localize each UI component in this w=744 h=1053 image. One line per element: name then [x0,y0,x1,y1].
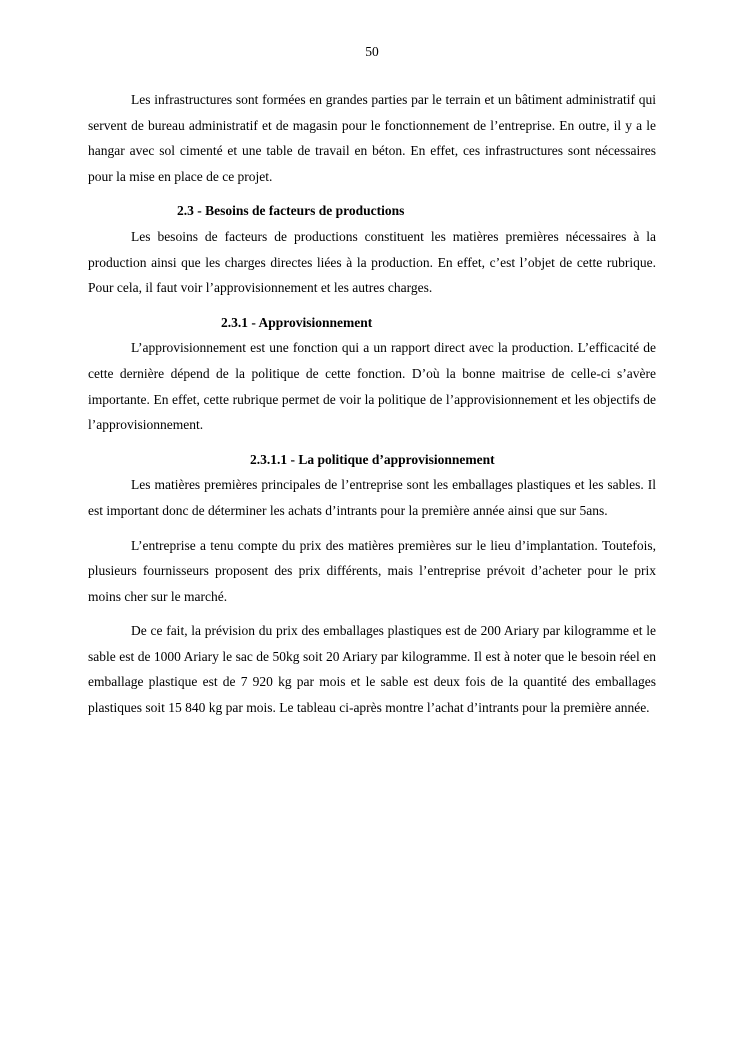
paragraph-infrastructures: Les infrastructures sont formées en grandes parties par le terrain et un bâtiment administratif qui servent de bureau administratif et de magasin pour le fonctionnement de l’entreprise. En outre, il y a le hangar avec sol cimenté et une table de travail en béton. En effet, ces infrastructures sont nécessaires pour la mise en place de ce projet. [88,92,656,184]
paragraph-matieres: Les matières premières principales de l’entreprise sont les emballages plastiques et les sables. Il est important donc de déterminer les achats d’intrants pour la première année ainsi que sur 5ans. [88,477,656,518]
paragraph-prix: L’entreprise a tenu compte du prix des matières premières sur le lieu d’implantation. Toutefois, plusieurs fournisseurs proposent des prix différents, mais l’entreprise prévoit d’acheter pour le prix moins cher sur le marché. [88,537,656,604]
heading-2-3: 2.3 - Besoins de facteurs de productions [177,203,405,219]
paragraph-prevision: De ce fait, la prévision du prix des emballages plastiques est de 200 Ariary par kilogramme et le sable est de 1000 Ariary le sac de 50kg soit 20 Ariary par kilogramme. Il est à noter que le besoin réel en emballage plastique est de 7 920 kg par mois et le sable est deux fois de la quantité des emballages plastiques soit 15 840 kg par mois. Le tableau ci-après montre l’achat d’intrants pour la première année. [88,623,656,716]
paragraph-approvisionnement: L’approvisionnement est une fonction qui a un rapport direct avec la production. L’efficacité de cette dernière dépend de la politique de cette fonction. D’où la bonne maitrise de celle-ci s’avère importante. En effet, cette rubrique permet de voir la politique de l’approvisionnement et les objectifs de l’approvisionnement. [88,340,656,433]
document-body [88,87,656,721]
paragraph-besoins: Les besoins de facteurs de productions constituent les matières premières nécessaires à la production ainsi que les charges directes liées à la production. En effet, c’est l’objet de cette rubrique. Pour cela, il faut voir l’approvisionnement et les autres charges. [88,228,656,296]
page-number: 50 [365,44,379,59]
heading-2-3-1-1: 2.3.1.1 - La politique d’approvisionnement [250,451,495,467]
heading-2-3-1: 2.3.1 - Approvisionnement [221,314,373,330]
